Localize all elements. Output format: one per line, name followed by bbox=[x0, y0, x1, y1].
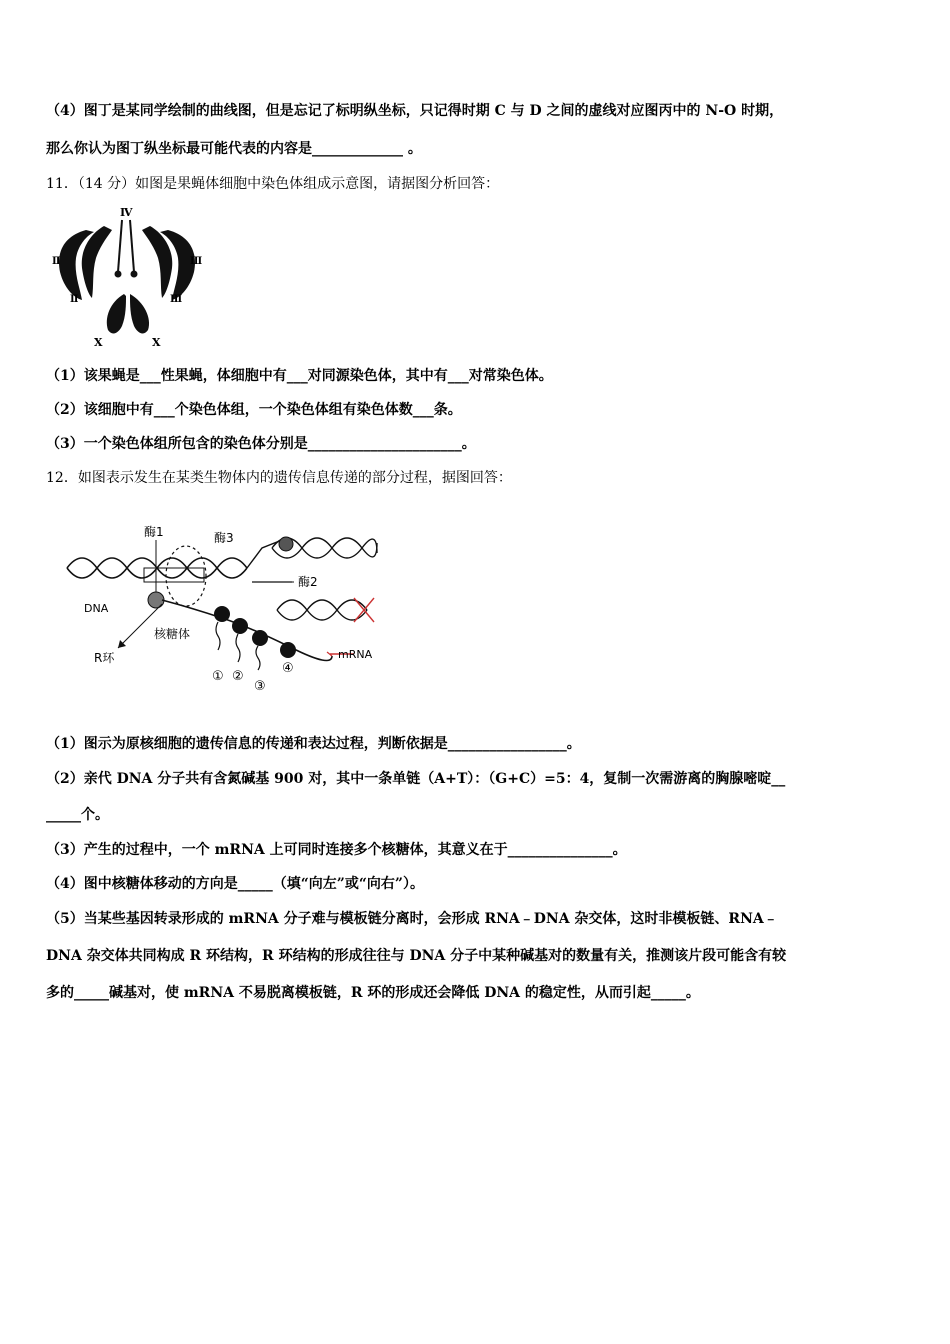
label-mrna: mRNA bbox=[338, 648, 373, 661]
q12-part5-line3: 多的_____碱基对，使 mRNA 不易脱离模板链，R 环的形成还会降低 DNA 的稳定性，从而引起_____。 bbox=[46, 985, 700, 1001]
q12-stem: 12．如图表示发生在某类生物体内的遗传信息传递的部分过程，据图回答： bbox=[46, 470, 512, 486]
label-x2: X bbox=[152, 336, 161, 349]
label-enzyme3: 酶3 bbox=[214, 531, 234, 545]
q11-part1: （1）该果蝇是___性果蝇，体细胞中有___对同源染色体，其中有___对常染色体。 bbox=[46, 368, 553, 384]
q12-part2-line1: （2）亲代 DNA 分子共有含氮碱基 900 对，其中一条单链（A+T）：（G+C）=5：4，复制一次需游离的胸腺嘧啶__ bbox=[46, 771, 786, 787]
q12-part2-line2: _____个。 bbox=[46, 807, 109, 823]
q12-part5-line2: DNA 杂交体共同构成 R 环结构，R 环结构的形成往往与 DNA 分子中某种碱基对的数量有关，推测该片段可能含有较 bbox=[46, 948, 787, 964]
label-rloop: R环 bbox=[94, 651, 115, 665]
label-c2: ② bbox=[232, 669, 244, 684]
q12-part5-line1: （5）当某些基因转录形成的 mRNA 分子难与模板链分离时，会形成 RNA﹣DNA 杂交体，这时非模板链、RNA﹣ bbox=[46, 911, 778, 927]
transcription-figure bbox=[62, 518, 382, 696]
label-iii-right2: Ⅲ bbox=[170, 294, 183, 305]
label-iv: Ⅳ bbox=[120, 206, 133, 219]
label-c4: ④ bbox=[282, 661, 294, 676]
q12-part4: （4）图中核糖体移动的方向是_____（填“向左”或“向右”）。 bbox=[46, 876, 424, 892]
chromosome-figure bbox=[46, 202, 216, 350]
label-dna: DNA bbox=[84, 602, 109, 615]
label-ribosome: 核糖体 bbox=[154, 627, 191, 641]
chromosome-iv-right bbox=[131, 271, 138, 278]
label-iii-right: Ⅲ bbox=[190, 256, 203, 267]
label-enzyme2: 酶2 bbox=[298, 575, 318, 589]
label-c3: ③ bbox=[254, 679, 266, 694]
chromosome-x-right bbox=[130, 294, 149, 333]
q12-part1: （1）图示为原核细胞的遗传信息的传递和表达过程，判断依据是_________________。 bbox=[46, 736, 581, 752]
chromosome-iv-left bbox=[115, 271, 122, 278]
q12-part3: （3）产生的过程中，一个 mRNA 上可同时连接多个核糖体，其意义在于_______________。 bbox=[46, 842, 627, 858]
q10-part4-line2: 那么你认为图丁纵坐标最可能代表的内容是_____________ 。 bbox=[46, 141, 422, 157]
q11-part2: （2）该细胞中有___个染色体组，一个染色体组有染色体数___条。 bbox=[46, 402, 462, 418]
q10-part4-line1: （4）图丁是某同学绘制的曲线图，但是忘记了标明纵坐标，只记得时期 C 与 D 之间的虚线对应图丙中的 N-O 时期， bbox=[46, 103, 784, 119]
label-x1: X bbox=[94, 336, 103, 349]
label-ii-left: Ⅱ bbox=[52, 256, 61, 267]
chromosome-x-left bbox=[107, 294, 126, 333]
label-c1: ① bbox=[212, 669, 224, 684]
q11-stem: 11．（14 分）如图是果蝇体细胞中染色体组成示意图，请据图分析回答： bbox=[46, 176, 500, 192]
label-enzyme1: 酶1 bbox=[144, 525, 164, 539]
label-ii-left2: Ⅱ bbox=[70, 294, 79, 305]
q11-part3: （3）一个染色体组所包含的染色体分别是______________________。 bbox=[46, 436, 476, 452]
